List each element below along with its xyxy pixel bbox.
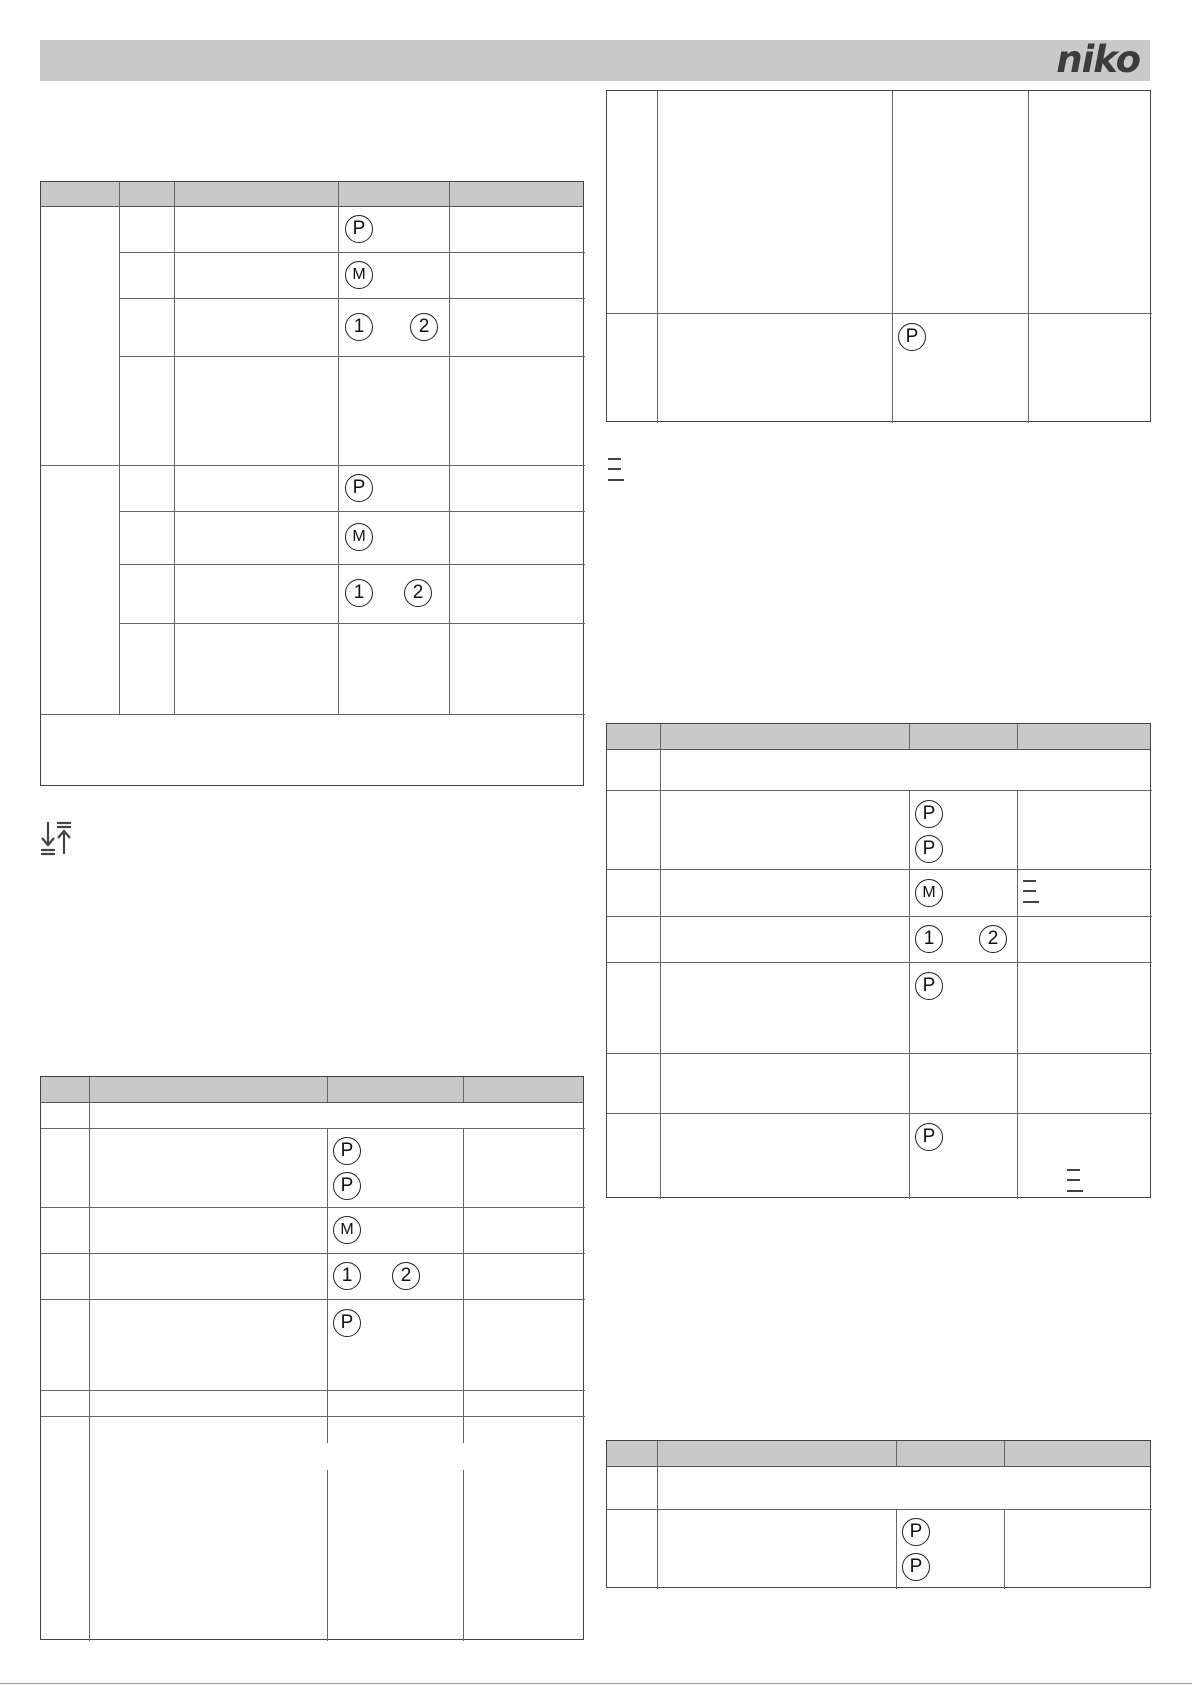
program-key-icon: P [345,474,373,502]
settings-table-3 [606,90,1151,422]
program-key-icon: P [345,215,373,243]
program-key-icon: P [902,1518,930,1546]
channel-2-key-icon: 2 [979,925,1007,953]
program-key-icon: P [333,1137,361,1165]
mode-key-icon: M [333,1216,361,1244]
mode-key-icon: M [915,879,943,907]
channel-2-key-icon: 2 [392,1262,420,1290]
channel-1-key-icon: 1 [345,579,373,607]
settings-table-2 [40,1076,584,1640]
program-key-icon: P [915,972,943,1000]
channel-2-key-icon: 2 [410,313,438,341]
channel-1-key-icon: 1 [333,1262,361,1290]
program-key-icon: P [915,835,943,863]
mode-key-icon: M [345,261,373,289]
channel-2-key-icon: 2 [404,579,432,607]
step-icon [1023,880,1039,906]
footer-rule [0,1683,1192,1684]
table-header-row [41,1077,583,1103]
program-key-icon: P [902,1553,930,1581]
brand-logo: niko [1056,38,1140,81]
channel-1-key-icon: 1 [915,925,943,953]
program-key-icon: P [333,1309,361,1337]
table-header-row [41,182,583,207]
program-key-icon: P [333,1172,361,1200]
channel-1-key-icon: 1 [345,313,373,341]
header-band [40,40,1150,81]
program-key-icon: P [915,1123,943,1151]
step-icon [1067,1169,1083,1195]
up-down-arrows-icon [38,820,78,856]
program-key-icon: P [915,800,943,828]
table-header-row [607,724,1150,750]
step-icon [608,458,624,484]
table-header-row [607,1441,1150,1467]
program-key-icon: P [898,323,926,351]
settings-table-1 [40,181,584,786]
mode-key-icon: M [345,523,373,551]
settings-table-5 [606,1440,1151,1588]
settings-table-4 [606,723,1151,1198]
